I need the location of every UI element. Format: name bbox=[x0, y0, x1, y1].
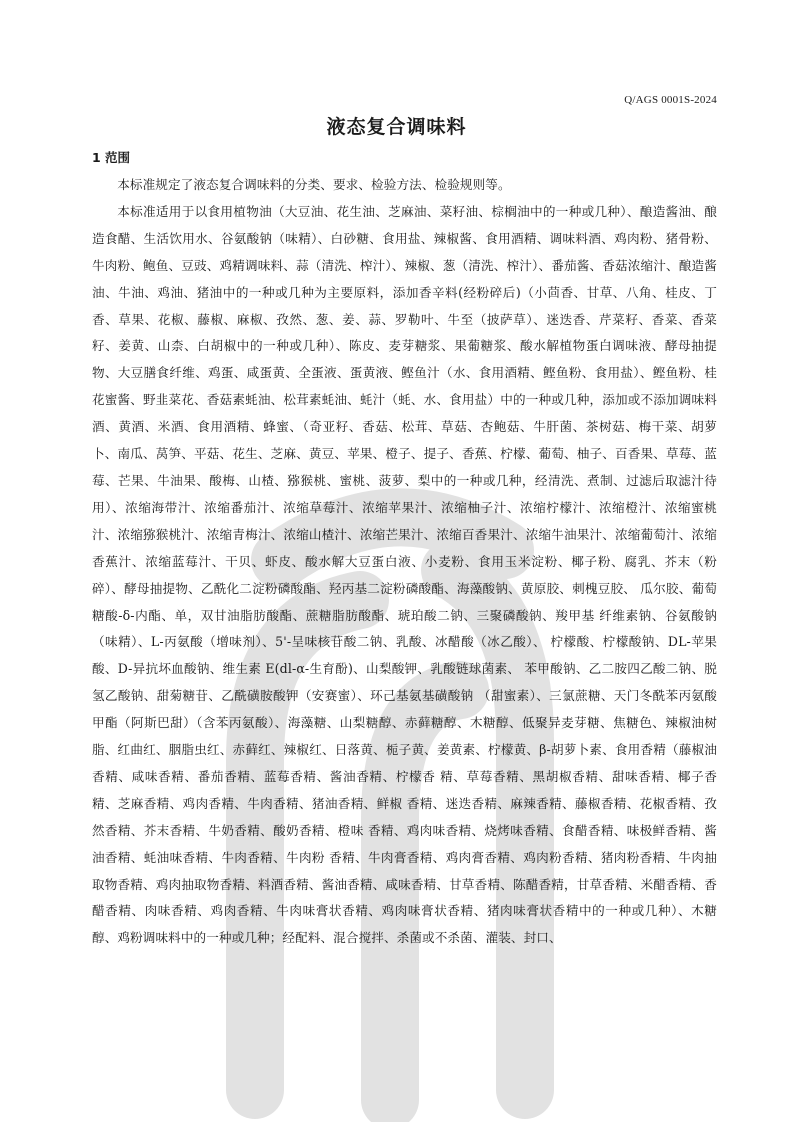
paragraph-scope-statement: 本标准规定了液态复合调味料的分类、要求、检验方法、检验规则等。 bbox=[117, 177, 511, 192]
body-text bbox=[92, 172, 717, 952]
paragraph-applicability: 本标准适用于以食用植物油（大豆油、花生油、芝麻油、菜籽油、棕榈油中的一种或几种）、酿造酱油、酿造食醋、生活饮用水、谷氨酸钠（味精）、白砂糖、食用盐、辣椒酱、食用酒精、调味料酒、鸡肉粉、猪骨粉、牛肉粉、鲍鱼、豆豉、鸡精调味料、蒜（清洗、榨汁）、辣椒、葱（清洗、榨汁）、番茄酱、香菇浓缩汁、酿造酱油、牛油、鸡油、猪油中的一种或几种为主要原料，添加香辛料(经粉碎后)（小茴香、甘草、八角、桂皮、丁香、草果、花椒、藤椒、麻椒、孜然、葱、姜、蒜、罗勒叶、牛至（披萨草）、迷迭香、芹菜籽、香菜、香菜籽、姜黄、山柰、白胡椒中的一种或几种）、陈皮、麦芽糖浆、果葡糖浆、酸水解植物蛋白调味液、酵母抽提物、大豆膳食纤维、鸡蛋、咸蛋黄、全蛋液、蛋黄液、鲣鱼汁（水、食用酒精、鲣鱼粉、食用盐）、鲣鱼粉、桂花蜜酱、野韭菜花、香菇素蚝油、松茸素蚝油、蚝汁（蚝、水、食用盐）中的一种或几种，添加或不添加调味料酒、黄酒、米酒、食用酒精、蜂蜜、（奇亚籽、香菇、松茸、草菇、杏鲍菇、牛肝菌、茶树菇、梅干菜、胡萝卜、南瓜、莴笋、平菇、花生、芝麻、黄豆、苹果、橙子、提子、香蕉、柠檬、葡萄、柚子、百香果、草莓、蓝莓、芒果、牛油果、酸梅、山楂、猕猴桃、蜜桃、菠萝、梨中的一种或几种，经清洗、煮制、过滤后取滤汁待用）、浓缩海带汁、浓缩番茄汁、浓缩草莓汁、浓缩苹果汁、浓缩柚子汁、浓缩柠檬汁、浓缩橙汁、浓缩蜜桃汁、浓缩猕猴桃汁、浓缩青梅汁、浓缩山楂汁、浓缩芒果汁、浓缩百香果汁、浓缩牛油果汁、浓缩葡萄汁、浓缩香蕉汁、浓缩蓝莓汁、干贝、虾皮、酸水解大豆蛋白液、小麦粉、食用玉米淀粉、椰子粉、腐乳、芥末（粉碎）、酵母抽提物、乙酰化二淀粉磷酸酯、羟丙基二淀粉磷酸酯、海藻酸钠、黄原胶、刺槐豆胶、 瓜尔胶、葡萄糖酸-δ-内酯、单，双甘油脂肪酸酯、蔗糖脂肪酸酯、琥珀酸二钠、三聚磷酸钠、羧甲基 纤维素钠、谷氨酸钠（味精）、L-丙氨酸（增味剂）、5'-呈味核苷酸二钠、乳酸、冰醋酸（冰乙酸）、 柠檬酸、柠檬酸钠、DL-苹果酸、D-异抗坏血酸钠、维生素 E(dl-α-生育酚)、山梨酸钾、乳酸链球菌素、 苯甲酸钠、乙二胺四乙酸二钠、脱氢乙酸钠、甜菊糖苷、乙酰磺胺酸钾（安赛蜜）、环己基氨基磺酸钠 （甜蜜素）、三氯蔗糖、天门冬酰苯丙氨酸甲酯（阿斯巴甜）（含苯丙氨酸）、海藻糖、山梨糖醇、赤藓糖醇、木糖醇、低聚异麦芽糖、焦糖色、辣椒油树脂、红曲红、胭脂虫红、赤藓红、辣椒红、日落黄、栀子黄、姜黄素、柠檬黄、β-胡萝卜素、食用香精（藤椒油香精、咸味香精、番茄香精、蓝莓香精、酱油香精、柠檬香 精、草莓香精、黑胡椒香精、甜味香精、椰子香精、芝麻香精、鸡肉香精、牛肉香精、猪油香精、鲜椒 香精、迷迭香精、麻辣香精、藤椒香精、花椒香精、孜然香精、芥末香精、牛奶香精、酸奶香精、橙味 香精、鸡肉味香精、烧烤味香精、食醋香精、味极鲜香精、酱油香精、蚝油味香精、牛肉香精、牛肉粉 香精、牛肉膏香精、鸡肉膏香精、鸡肉粉香精、猪肉粉香精、牛肉抽取物香精、鸡肉抽取物香精、料酒香精、酱油香精、咸味香精、甘草香精、陈醋香精，甘草香精、米醋香精、香醋香精、肉味香精、鸡肉香精、牛肉味膏状香精、鸡肉味膏状香精、猪肉味膏状香精中的一种或几种）、木糖醇、鸡粉调味料中的一种或几种；经配料、混合搅拌、杀菌或不杀菌、灌装、封口、 bbox=[92, 203, 717, 946]
document-title: 液态复合调味料 bbox=[326, 116, 467, 138]
standard-code: Q/AGS 0001S-2024 bbox=[624, 94, 717, 106]
section-heading-scope: 1 范围 bbox=[92, 150, 131, 165]
